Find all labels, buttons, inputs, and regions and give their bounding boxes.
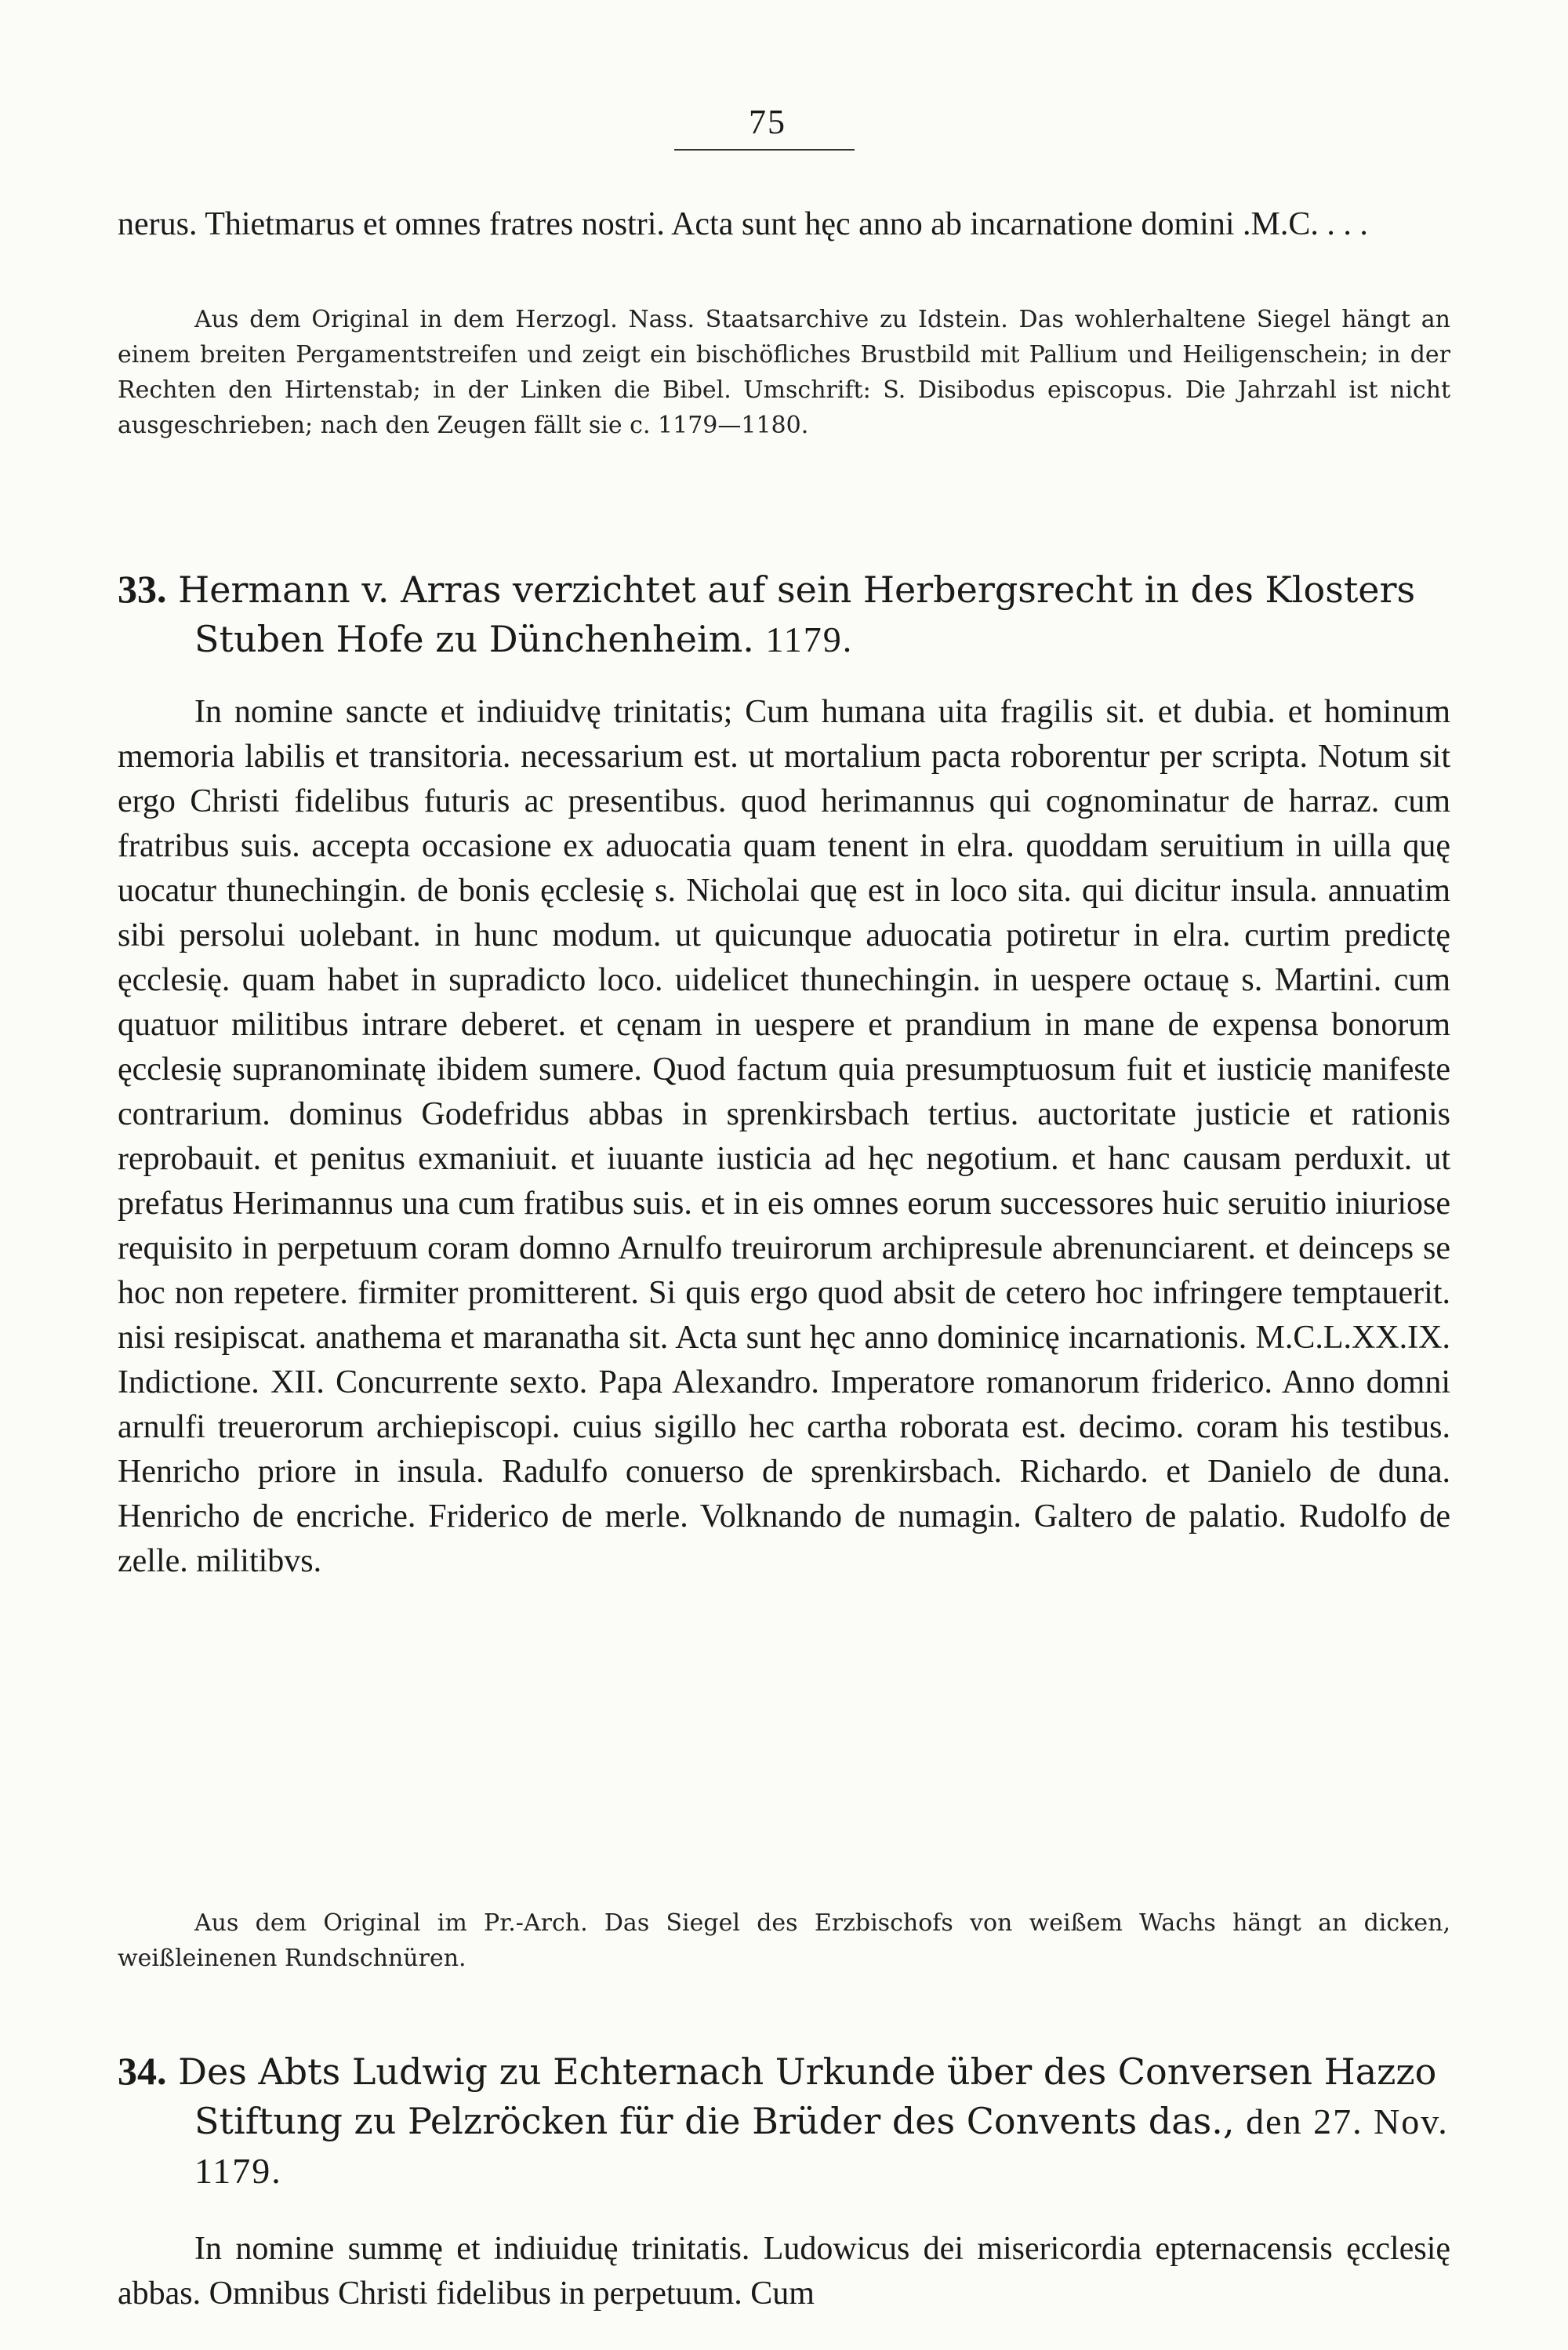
page-number: 75 (749, 103, 786, 141)
source-note-33-paragraph: Aus dem Original im Pr.-Arch. Das Siegel des Erzbischofs von weißem Wachs hängt an dicken, weißleinenen Rundschnüren. (118, 1909, 1450, 1972)
document-34-body (118, 2227, 1450, 2316)
continuation-text (118, 202, 1450, 247)
document-33-title: Hermann v. Arras verzichtet auf sein Herbergsrecht in des Klosters Stuben Hofe zu Dünchenheim. (178, 568, 1416, 660)
document-33-number: 33. (118, 567, 167, 611)
document-34-date: den 27. Nov. 1179. (194, 2101, 1449, 2191)
document-33-heading (118, 565, 1527, 664)
document-34-number: 34. (118, 2049, 167, 2093)
continuation-paragraph: nerus. Thietmarus et omnes fratres nostri. Acta sunt hęc anno ab incarnatione domini .M.C. . . . (118, 206, 1368, 242)
source-note-32 (118, 302, 1450, 443)
document-34-body-paragraph: In nomine summę et indiuiduę trinitatis. Ludowicus dei misericordia epternacensis ęcclesię abbas. Omnibus Christi fidelibus in perpetuum. Cum (118, 2231, 1450, 2312)
document-33-body (118, 690, 1450, 1584)
source-note-33 (118, 1905, 1450, 1976)
page-number-rule (674, 149, 855, 151)
document-33-date: 1179. (765, 619, 854, 659)
document-34-title: Des Abts Ludwig zu Echternach Urkunde über des Conversen Hazzo Stiftung zu Pelzröcken für die Brüder des Convents das., (178, 2050, 1437, 2142)
document-34-heading (118, 2047, 1527, 2196)
document-33-body-paragraph: In nomine sancte et indiuidvę trinitatis; Cum humana uita fragilis sit. et dubia. et hominum memoria labilis et transitoria. necessarium est. ut mortalium pacta roborentur per scripta. Notum sit ergo Christi fidelibus futuris ac presentibus. quod herimannus qui cognominatur de harraz. cum fratribus suis. accepta occasione ex aduocatia quam tenent in elra. quoddam seruitium in uilla quę uocatur thunechingin. de bonis ęcclesię s. Nicholai quę est in loco sita. qui dicitur insula. annuatim sibi persolui uolebant. in hunc modum. ut quicunque aduocatia potiretur in elra. curtim predictę ęcclesię. quam habet in supradicto loco. uidelicet thunechingin. in uespere octauę s. Martini. cum quatuor militibus intrare deberet. et cęnam in uespere et prandium in mane de expensa bonorum ęcclesię supranominatę ibidem sumere. Quod factum quia presumptuosum fuit et iusticię manifeste contrarium. dominus Godefridus abbas in sprenkirsbach tertius. auctoritate justicie et rationis reprobauit. et penitus exmaniuit. et iuuante iusticia ad hęc negotium. et hanc causam perduxit. ut prefatus Herimannus una cum fratibus suis. et in eis omnes eorum successores huic seruitio iniuriose requisito in perpetuum coram domno Arnulfo treuirorum archipresule abrenunciarent. et deinceps se hoc non repetere. firmiter promitterent. Si quis ergo quod absit de cetero hoc infringere temptauerit. nisi resipiscat. anathema et maranatha sit. Acta sunt hęc anno dominicę incarnationis. M.C.L.XX.IX. Indictione. XII. Concurrente sexto. Papa Alexandro. Imperatore romanorum friderico. Anno domni arnulfi treuerorum archiepiscopi. cuius sigillo hec cartha roborata est. decimo. coram his testibus. Henricho priore in insula. Radulfo conuerso de sprenkirsbach. Richardo. et Danielo de duna. Henricho de encriche. Friderico de merle. Volknando de numagin. Galtero de palatio. Rudolfo de zelle. militibvs. (118, 694, 1450, 1579)
source-note-32-paragraph: Aus dem Original in dem Herzogl. Nass. Staatsarchive zu Idstein. Das wohlerhaltene Siegel hängt an einem breiten Pergamentstreifen und zeigt ein bischöfliches Brustbild mit Pallium und Heiligenschein; in der Rechten den Hirtenstab; in der Linken die Bibel. Umschrift: S. Disibodus episcopus. Die Jahrzahl ist nicht ausgeschrieben; nach den Zeugen fällt sie c. 1179—1180. (118, 306, 1450, 439)
